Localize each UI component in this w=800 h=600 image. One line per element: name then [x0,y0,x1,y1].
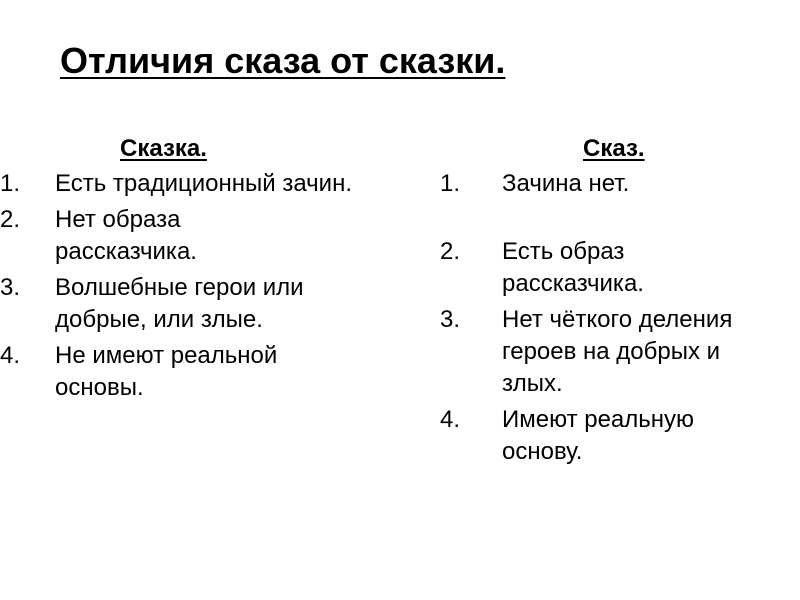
list-item [440,404,795,468]
item-text: Есть образ рассказчика. [502,238,644,297]
item-text: Есть традиционный зачин. [55,170,352,197]
item-number: 3. [440,306,461,333]
item-text: Волшебные герои или добрые, или злые. [55,274,304,333]
skaz-column [440,130,795,468]
item-text: Зачина нет. [502,170,630,197]
list-item [440,304,795,400]
item-text: Нет чёткого деления героев на добрых и злых. [502,306,733,397]
list-item [0,168,380,200]
item-number: 2. [440,238,461,265]
item-text: Не имеют реальной основы. [55,342,278,401]
item-number: 4. [0,342,21,369]
item-number: 1. [0,170,21,197]
item-number: 1. [440,170,461,197]
skaz-heading: Сказ. [583,135,645,162]
fairy-tale-heading: Сказка. [120,135,207,162]
item-number: 4. [440,406,461,433]
list-item [0,204,380,268]
item-number: 3. [0,274,21,301]
list-item [0,272,380,336]
fairy-tale-column [0,130,380,404]
item-text: Нет образа рассказчика. [55,206,197,265]
item-number: 2. [0,206,21,233]
list-item [440,168,795,200]
slide-title: Отличия сказа от сказки. [60,40,506,81]
list-item [440,236,795,300]
item-text: Имеют реальную основу. [502,406,695,465]
list-item [0,340,380,404]
